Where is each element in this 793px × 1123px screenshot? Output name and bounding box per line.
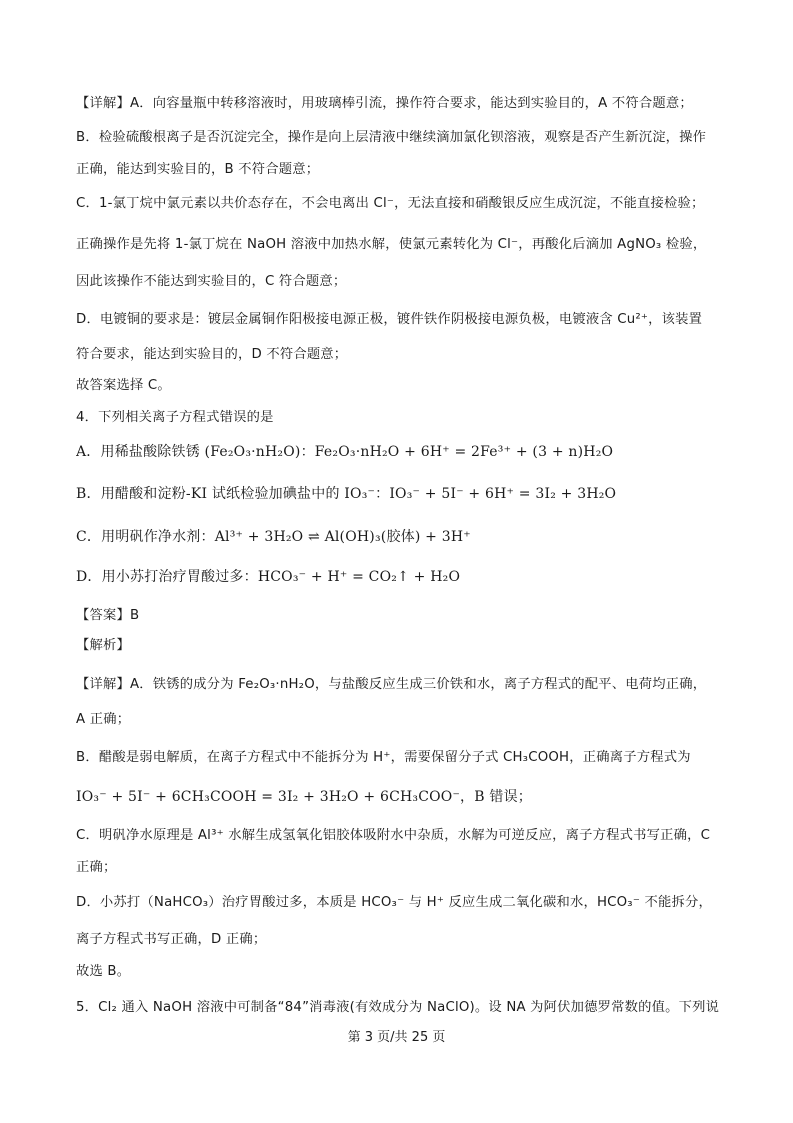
text-line: 故答案选择 C。 <box>76 378 171 393</box>
option-c: C．用明矾作净水剂：Al³⁺ + 3H₂O ⇌ Al(OH)₃(胶体) + 3H⁺ <box>76 529 471 545</box>
text-line: 【详解】A．铁锈的成分为 Fe₂O₃·nH₂O，与盐酸反应生成三价铁和水，离子方程式的配平、电荷均正确， <box>76 677 707 692</box>
analysis-label: 【解析】 <box>76 638 130 653</box>
answer-label: 【答案】B <box>76 608 140 623</box>
equation-line: IO₃⁻ + 5I⁻ + 6CH₃COOH = 3I₂ + 3H₂O + 6CH₃COO⁻，B 错误； <box>76 789 532 805</box>
text-line: B．醋酸是弱电解质，在离子方程式中不能拆分为 H⁺，需要保留分子式 CH₃COOH，正确离子方程式为 <box>76 750 691 765</box>
page-number: 第 3 页/共 25 页 <box>347 1030 446 1045</box>
question-title: 4．下列相关离子方程式错误的是 <box>76 410 274 425</box>
text-line: 正确； <box>76 860 117 875</box>
text-line: 因此该操作不能达到实验目的，C 符合题意； <box>76 274 347 289</box>
question-title: 5．Cl₂ 通入 NaOH 溶液中可制备“84”消毒液(有效成分为 NaClO)。设 NA 为阿伏加德罗常数的值。下列说 <box>76 1000 720 1015</box>
text-line: C．明矾净水原理是 Al³⁺ 水解生成氢氧化铝胶体吸附水中杂质，水解为可逆反应，离子方程式书写正确，C <box>76 828 711 843</box>
text-line: 正确，能达到实验目的，B 不符合题意； <box>76 162 320 177</box>
text-line: 符合要求，能达到实验目的，D 不符合题意； <box>76 347 348 362</box>
text-line: 【详解】A．向容量瓶中转移溶液时，用玻璃棒引流，操作符合要求，能达到实验目的，A 不符合题意； <box>76 96 693 111</box>
text-line: 故选 B。 <box>76 964 131 979</box>
text-line: A 正确； <box>76 712 131 727</box>
text-line: 离子方程式书写正确，D 正确； <box>76 932 267 947</box>
text-line: D．小苏打（NaHCO₃）治疗胃酸过多，本质是 HCO₃⁻ 与 H⁺ 反应生成二氧化碳和水，HCO₃⁻ 不能拆分， <box>76 895 712 910</box>
text-line: C．1-氯丁烷中氯元素以共价态存在，不会电离出 Cl⁻，无法直接和硝酸银反应生成沉淀，不能直接检验； <box>76 196 705 211</box>
option-d: D．用小苏打治疗胃酸过多：HCO₃⁻ + H⁺ = CO₂↑ + H₂O <box>76 569 461 585</box>
option-a: A．用稀盐酸除铁锈 (Fe₂O₃·nH₂O)：Fe₂O₃·nH₂O + 6H⁺ = 2Fe³⁺ + (3 + n)H₂O <box>76 444 614 460</box>
option-b: B．用醋酸和淀粉-KI 试纸检验加碘盐中的 IO₃⁻：IO₃⁻ + 5I⁻ + 6H⁺ = 3I₂ + 3H₂O <box>76 486 617 502</box>
text-line: D．电镀铜的要求是：镀层金属铜作阳极接电源正极，镀件铁作阴极接电源负极，电镀液含 Cu²⁺，该装置 <box>76 312 703 327</box>
text-line: 正确操作是先将 1-氯丁烷在 NaOH 溶液中加热水解，使氯元素转化为 Cl⁻，再酸化后滴加 AgNO₃ 检验， <box>76 237 707 252</box>
text-line: B．检验硫酸根离子是否沉淀完全，操作是向上层清液中继续滴加氯化钡溶液，观察是否产生新沉淀，操作 <box>76 130 707 145</box>
